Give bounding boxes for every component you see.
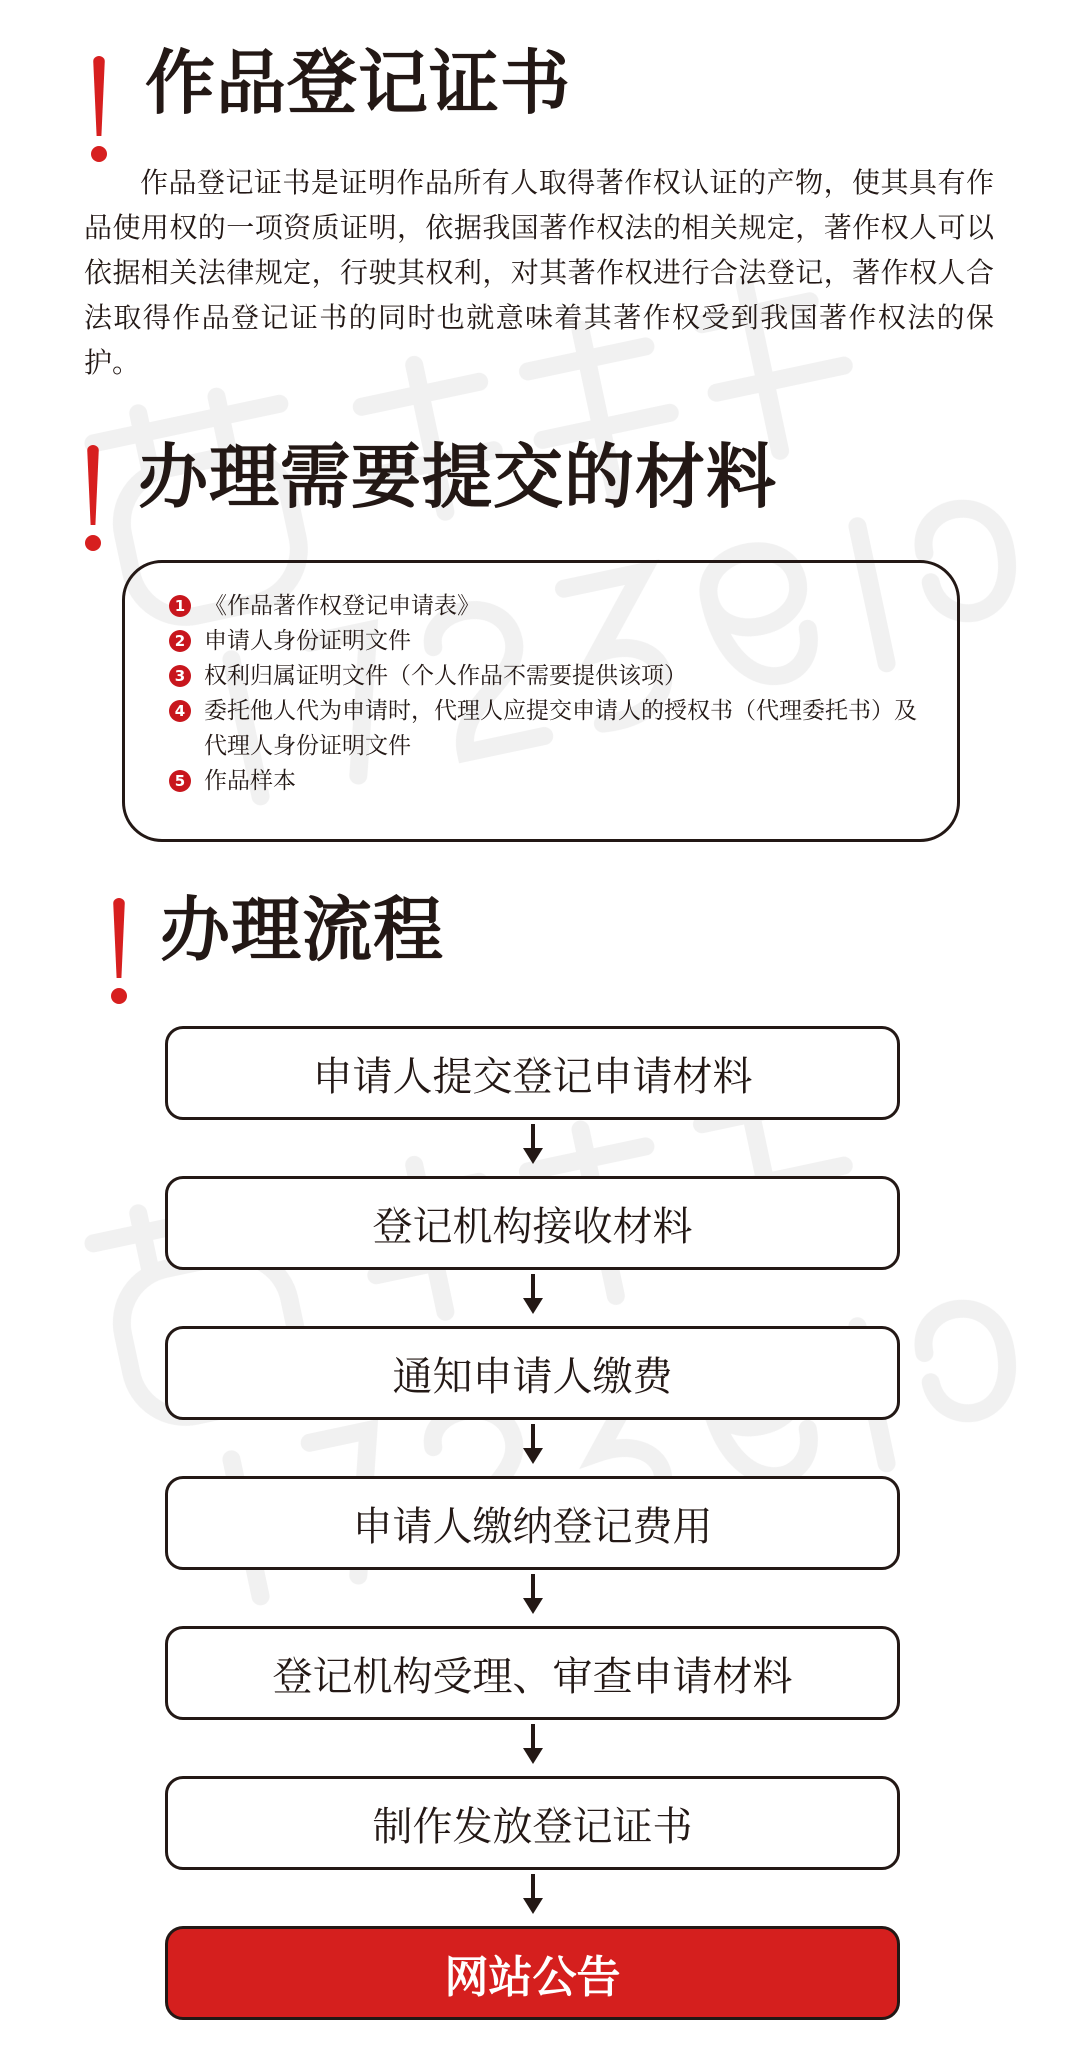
list-item (169, 659, 939, 694)
step-label: 通知申请人缴费 (392, 1353, 673, 1400)
arrow-down-icon (523, 1270, 543, 1320)
arrow-down-icon (523, 1420, 543, 1470)
number-badge: 5 (169, 770, 191, 792)
number-badge: 4 (169, 700, 191, 722)
number-badge: 3 (169, 665, 191, 687)
list-item (169, 764, 939, 799)
number-badge: 2 (169, 630, 191, 652)
step-label: 登记机构受理、审查申请材料 (272, 1653, 793, 1700)
process-step-final (165, 1926, 900, 2020)
process-step (165, 1476, 900, 1570)
list-item (169, 624, 939, 659)
arrow-down-icon (523, 1120, 543, 1170)
material-text: 申请人身份证明文件 (204, 628, 411, 654)
material-text: 《作品著作权登记申请表》 (204, 593, 480, 619)
number-badge: 1 (169, 595, 191, 617)
section-title-certificate: 作品登记证书 (145, 42, 571, 124)
process-step (165, 1026, 900, 1120)
section-title-process: 办理流程 (160, 889, 444, 971)
arrow-down-icon (523, 1570, 543, 1620)
process-flow (165, 1026, 900, 2020)
material-text: 权利归属证明文件（个人作品不需要提供该项） (204, 663, 687, 689)
list-item (169, 694, 939, 764)
intro-paragraph: 作品登记证书是证明作品所有人取得著作权认证的产物，使其具有作品使用权的一项资质证明，依据我国著作权法的相关规定，著作权人可以依据相关法律规定，行驶其权利，对其著作权进行合法登记，著作权人合法取得作品登记证书的同时也就意味着其著作权受到我国著作权法的保护。 (84, 166, 994, 379)
step-label: 申请人缴纳登记费用 (352, 1503, 713, 1550)
arrow-down-icon (523, 1870, 543, 1920)
step-label: 申请人提交登记申请材料 (312, 1053, 753, 1100)
arrow-down-icon (523, 1720, 543, 1770)
material-text: 委托他人代为申请时，代理人应提交申请人的授权书（代理委托书）及代理人身份证明文件 (204, 698, 917, 759)
step-label: 制作发放登记证书 (372, 1803, 693, 1850)
process-step (165, 1776, 900, 1870)
process-step (165, 1326, 900, 1420)
list-item (169, 589, 939, 624)
step-label: 网站公告 (444, 1952, 621, 2003)
material-text: 作品样本 (204, 768, 296, 794)
materials-list (169, 589, 939, 799)
step-label: 登记机构接收材料 (372, 1203, 693, 1250)
section-title-materials: 办理需要提交的材料 (138, 436, 777, 518)
materials-box (122, 560, 960, 842)
process-step (165, 1626, 900, 1720)
process-step (165, 1176, 900, 1270)
